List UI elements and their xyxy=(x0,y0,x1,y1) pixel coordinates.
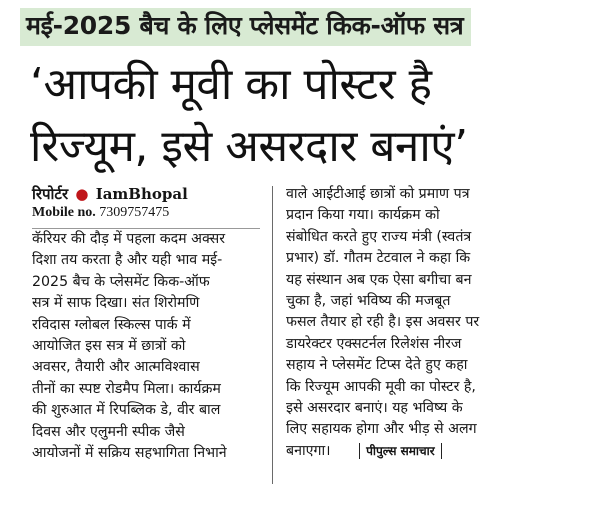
outlet-name: IamBhopal xyxy=(95,185,188,203)
text-line: संबोधित करते हुए राज्य मंत्री (स्वतंत्र xyxy=(286,228,472,245)
text-line: वाले आईटीआई छात्रों को प्रमाण पत्र xyxy=(286,186,470,202)
text-line: कॅरियर की दौड़ में पहला कदम अक्सर xyxy=(32,231,225,247)
text-line: की शुरुआत में रिपब्लिक डे, वीर बाल xyxy=(32,402,221,419)
byline xyxy=(32,184,262,222)
text-line: अवसर, तैयारी और आत्मविश्वास xyxy=(32,359,200,376)
text-line: लिए सहायक होगा और भीड़ से अलग xyxy=(286,421,477,438)
text-line-end: बनाएगा। xyxy=(286,442,331,459)
mobile-label: Mobile no. xyxy=(32,205,96,220)
text-line: चुका है, जहां भविष्य की मजबूत xyxy=(286,293,451,310)
text-line: इसे असरदार बनाएं। यह भविष्य के xyxy=(286,400,463,417)
kicker-label: मई-2025 बैच के लिए प्लेसमेंट किक-ऑफ सत्र xyxy=(20,8,471,46)
headline xyxy=(30,54,595,178)
reporter-label: रिपोर्टर xyxy=(32,185,69,203)
text-line: दिशा तय करता है और यही भाव मई- xyxy=(32,252,223,269)
article-column-2 xyxy=(286,184,586,462)
source-credit: पीपुल्स समाचार xyxy=(359,443,442,459)
text-line: डायरेक्टर एक्सटर्नल रिलेशंस नीरज xyxy=(286,335,462,352)
text-line: आयोजित इस सत्र में छात्रों को xyxy=(32,338,186,355)
mobile-number: 7309757475 xyxy=(99,205,170,220)
text-line: प्रभार) डॉ. गौतम टेटवाल ने कहा कि xyxy=(286,250,471,267)
text-line: 2025 बैच के प्लेसमेंट किक-ऑफ xyxy=(32,273,210,290)
text-line: दिवस और एलुमनी स्पीक जैसे xyxy=(32,423,185,440)
bullet-dot-icon: ● xyxy=(75,185,89,203)
text-line: सहाय ने प्लेसमेंट टिप्स देते हुए कहा xyxy=(286,357,468,374)
text-line: यह संस्थान अब एक ऐसा बगीचा बन xyxy=(286,271,472,288)
text-line: प्रदान किया गया। कार्यक्रम को xyxy=(286,207,440,224)
text-line: सत्र में साफ दिखा। संत शिरोमणि xyxy=(32,295,200,312)
article-column-1 xyxy=(32,229,260,464)
text-line: आयोजनों में सक्रिय सहभागिता निभाने xyxy=(32,445,227,462)
headline-line-2: रिज्यूम, इसे असरदार बनाएं’ xyxy=(30,121,468,172)
last-line xyxy=(286,441,586,462)
text-line: रविदास ग्लोबल स्किल्स पार्क में xyxy=(32,316,191,333)
text-line: फसल तैयार हो रही है। इस अवसर पर xyxy=(286,314,480,331)
text-line: तीनों का स्पष्ट रोडमैप मिला। कार्यक्रम xyxy=(32,380,221,397)
text-line: कि रिज्यूम आपकी मूवी का पोस्टर है, xyxy=(286,378,476,395)
mobile-line xyxy=(32,204,262,222)
reporter-line xyxy=(32,184,262,204)
headline-line-1: ‘आपकी मूवी का पोस्टर है xyxy=(30,59,432,110)
column-divider xyxy=(272,186,273,484)
